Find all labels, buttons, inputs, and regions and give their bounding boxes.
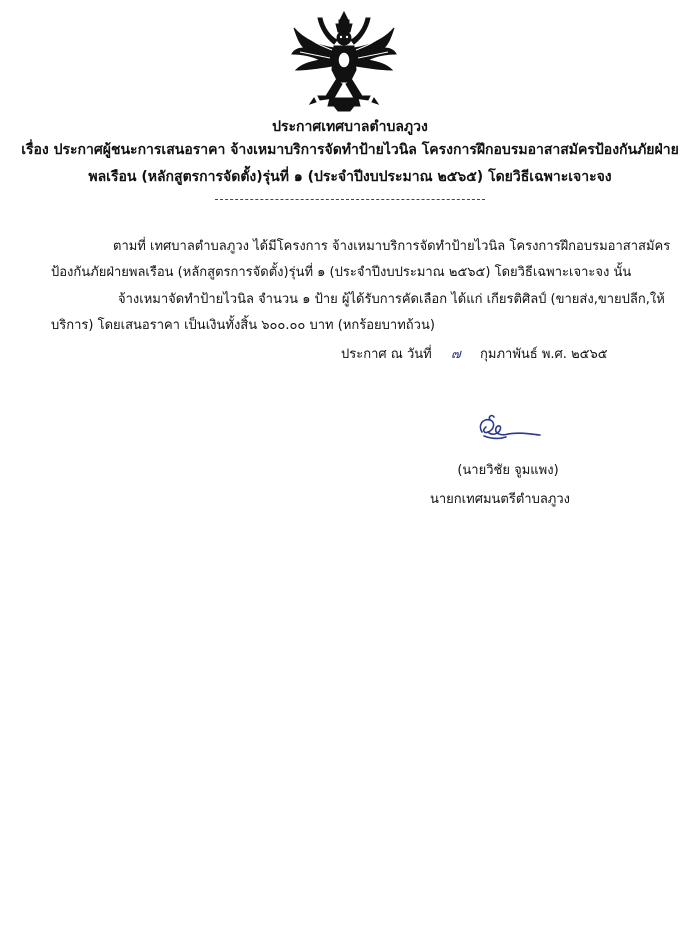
- body-paragraph-line-4: บริการ) โดยเสนอราคา เป็นเงินทั้งสิ้น ๖๐๐.๐๐ บาท (หกร้อยบาทถ้วน): [51, 318, 435, 333]
- body-paragraph-line-2: ป้องกันภัยฝ่ายพลเรือน (หลักสูตรการจัดตั้ง)รุ่นที่ ๑ (ประจำปีงบประมาณ ๒๕๖๕) โดยวิธีเฉพาะเจาะจง นั้น: [51, 265, 632, 280]
- garuda-emblem-icon: [290, 10, 398, 112]
- subject-line-2: พลเรือน (หลักสูตรการจัดตั้ง)รุ่นที่ ๑ (ประจำปีงบประมาณ ๒๕๖๕) โดยวิธีเฉพาะเจาะจง: [88, 169, 612, 185]
- body-paragraph-line-1: ตามที่ เทศบาลตำบลภูวง ได้มีโครงการ จ้างเหมาบริการจัดทำป้ายไวนิล โครงการฝึกอบรมอาสาสมัคร: [113, 239, 671, 254]
- announcement-prefix: ประกาศ ณ วันที่: [341, 347, 432, 362]
- subject-line-1: เรื่อง ประกาศผู้ชนะการเสนอราคา จ้างเหมาบริการจัดทำป้ายไวนิล โครงการฝึกอบรมอาสาสมัครป้องกันภัยฝ่าย: [21, 142, 679, 158]
- announcement-date: [341, 346, 608, 364]
- signature-icon: [472, 412, 544, 448]
- announcement-day-handwritten: ๗: [450, 347, 461, 362]
- body-paragraph-line-3: จ้างเหมาจัดทำป้ายไวนิล จำนวน ๑ ป้าย ผู้ได้รับการคัดเลือก ได้แก่ เกียรติศิลป์ (ขายส่ง,ขายปลีก,ให้: [118, 292, 665, 307]
- announcement-suffix: กุมภาพันธ์ พ.ศ. ๒๕๖๕: [480, 347, 608, 362]
- issuer-heading: ประกาศเทศบาลตำบลภูวง: [272, 119, 428, 135]
- signatory-position: นายกเทศมนตรีตำบลภูวง: [430, 492, 570, 507]
- signatory-name: (นายวิชัย จูมแพง): [457, 463, 559, 478]
- dashed-separator: [215, 199, 485, 200]
